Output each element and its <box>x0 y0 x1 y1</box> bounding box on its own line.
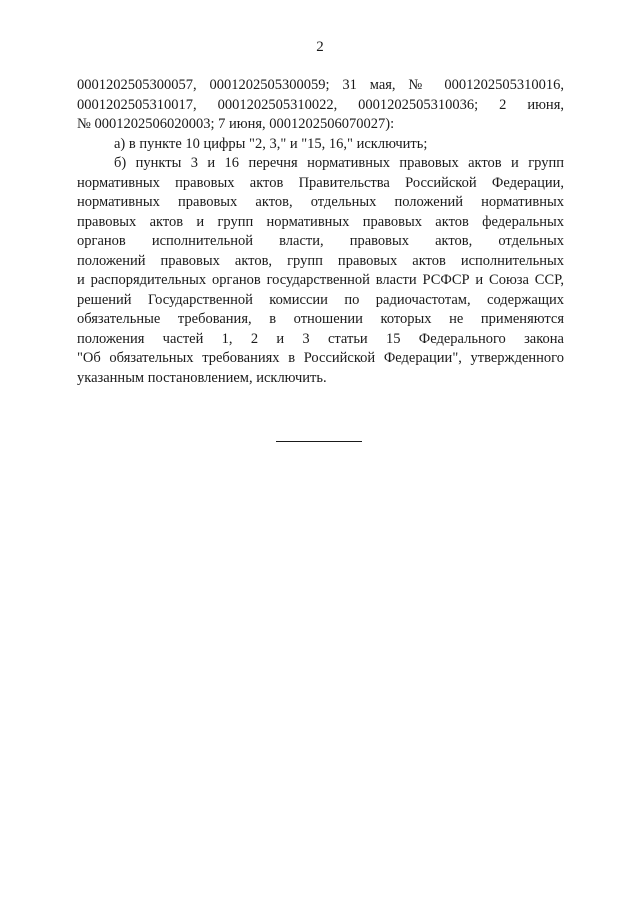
text-line: и распорядительных органов государственной власти РСФСР и Союза ССР, <box>77 272 564 288</box>
text-line: правовых актов и групп нормативных правовых актов федеральных <box>77 213 564 230</box>
text-line: указанным постановлением, исключить. <box>77 369 327 386</box>
closing-divider <box>276 441 362 442</box>
text-line: положений правовых актов, групп правовых актов исполнительных <box>77 252 564 269</box>
page-number: 2 <box>316 39 324 55</box>
text-line: органов исполнительной власти, правовых актов, отдельных <box>77 233 564 249</box>
text-line: 0001202505300057, 0001202505300059; 31 мая, № 0001202505310016, <box>77 77 564 93</box>
text-line: положения частей 1, 2 и 3 статьи 15 Федерального закона <box>77 330 564 347</box>
text-line: "Об обязательных требованиях в Российской Федерации", утвержденного <box>77 350 564 366</box>
text-line: решений Государственной комиссии по радиочастотам, содержащих <box>77 291 564 308</box>
document-body <box>77 76 564 388</box>
text-line: № 0001202506020003; 7 июня, 0001202506070027): <box>77 116 395 132</box>
clause-a-line: а) в пункте 10 цифры "2, 3," и "15, 16," исключить; <box>114 135 428 152</box>
clause-b-line: б) пункты 3 и 16 перечня нормативных правовых актов и групп <box>114 155 564 171</box>
text-line: обязательные требования, в отношении которых не применяются <box>77 311 564 327</box>
text-line: нормативных правовых актов, отдельных положений нормативных <box>77 194 564 210</box>
text-line: нормативных правовых актов Правительства Российской Федерации, <box>77 174 564 191</box>
text-line: 0001202505310017, 0001202505310022, 0001202505310036; 2 июня, <box>77 96 564 113</box>
